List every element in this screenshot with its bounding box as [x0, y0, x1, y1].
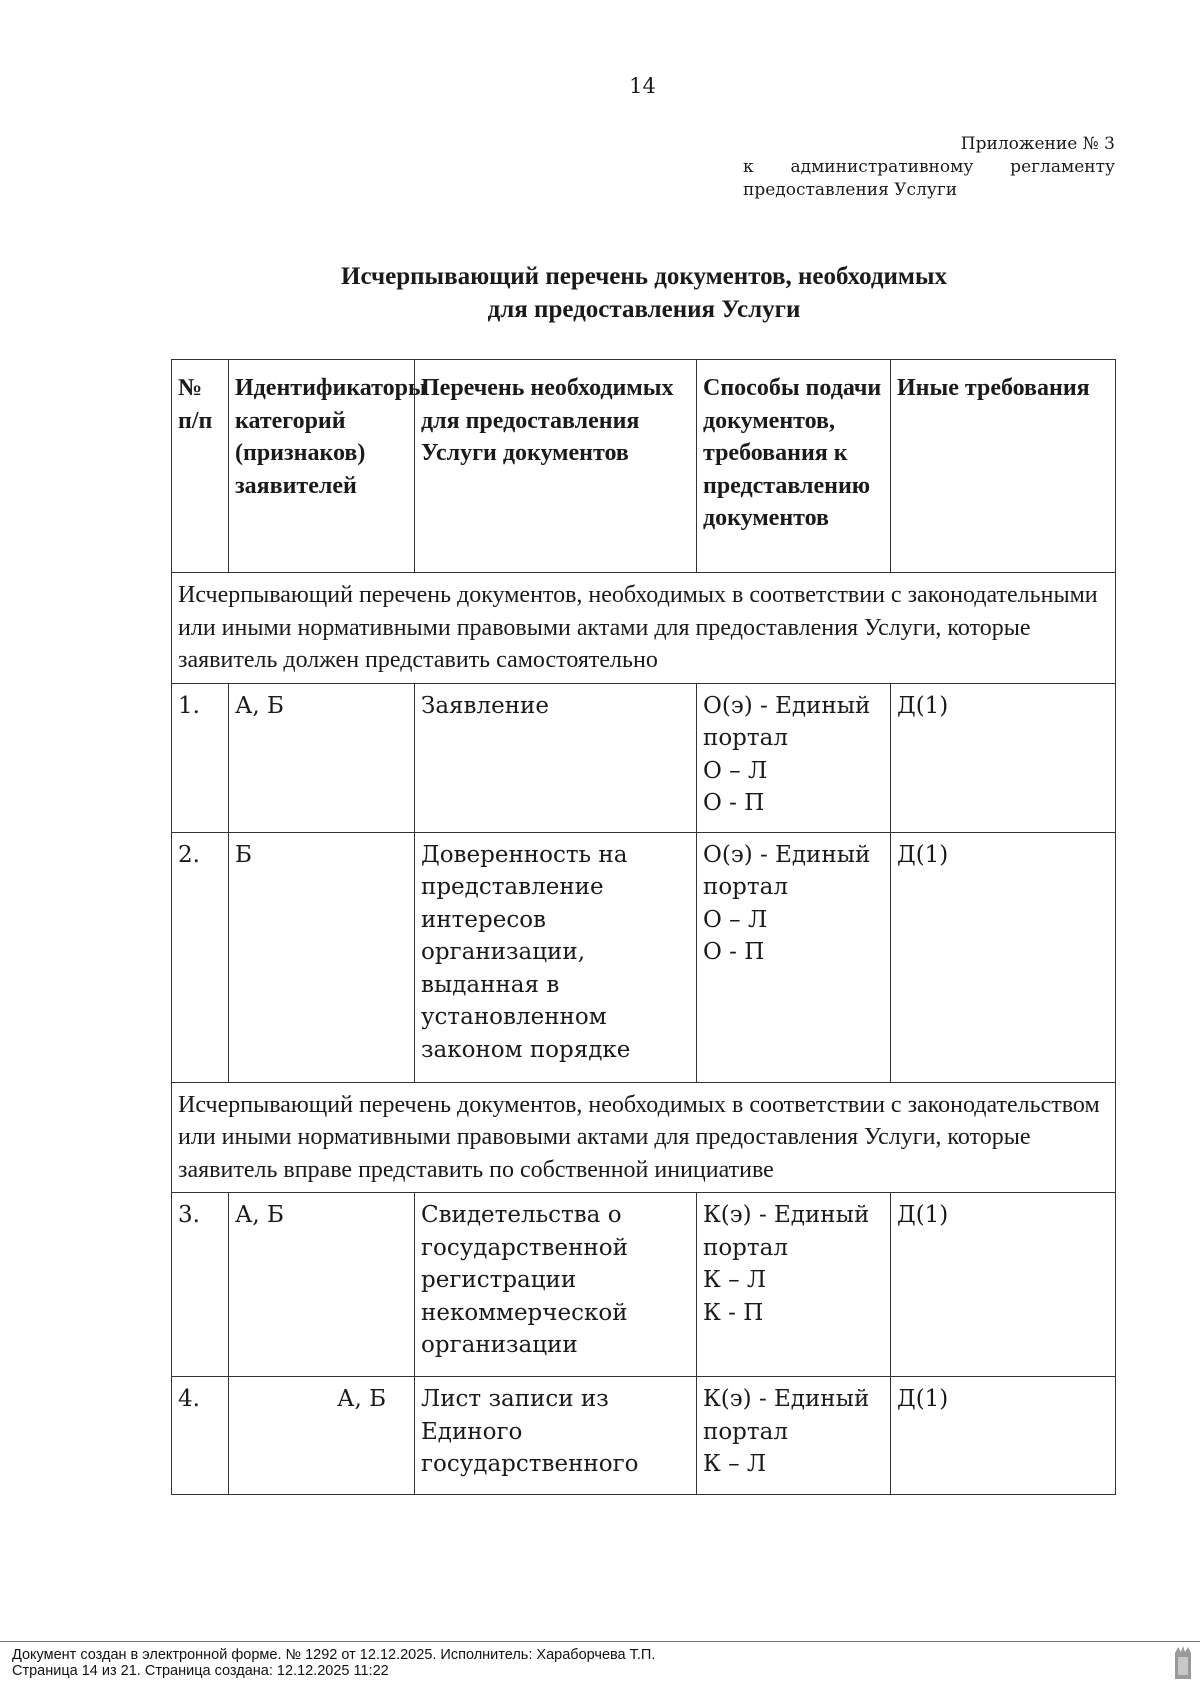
footer-divider [0, 1641, 1200, 1642]
appendix-number: Приложение № 3 [960, 134, 1115, 154]
submission-method: К(э) - Единый портал [703, 1386, 870, 1445]
row-document: Лист записи из Единого государственного [415, 1377, 697, 1495]
submission-method: О - П [703, 790, 765, 816]
row-number: 2. [172, 832, 229, 1082]
submission-method: К - П [703, 1299, 764, 1326]
submission-method: К – Л [703, 1267, 767, 1293]
submission-method: О – Л [703, 757, 768, 784]
table-row [172, 832, 1116, 1082]
appendix-block [743, 133, 1115, 202]
submission-method: О(э) - Единый портал [703, 692, 871, 751]
header-number: № п/п [172, 360, 229, 573]
header-categories: Идентификаторы категорий (признаков) заявителей [229, 360, 415, 573]
submission-method: К – Л [703, 1451, 767, 1477]
row-category: А, Б [229, 1377, 415, 1495]
row-number: 3. [172, 1193, 229, 1377]
row-submission-methods [697, 1193, 891, 1377]
section-heading: Исчерпывающий перечень документов, необходимых в соответствии с законодательством или иными нормативными правовыми актами для предоставления Услуги, которые заявитель вправе представить по собственной инициативе [172, 1082, 1116, 1193]
row-number: 4. [172, 1377, 229, 1495]
header-other-requirements: Иные требования [891, 360, 1116, 573]
submission-method: О – Л [703, 906, 768, 933]
row-number: 1. [172, 683, 229, 832]
coat-of-arms-icon [1172, 1643, 1194, 1683]
row-submission-methods [697, 832, 891, 1082]
row-category: А, Б [229, 1193, 415, 1377]
row-submission-methods [697, 683, 891, 832]
row-submission-methods [697, 1377, 891, 1495]
table-row [172, 1377, 1116, 1495]
submission-method: О(э) - Единый портал [703, 841, 871, 900]
table-header-row [172, 360, 1116, 573]
header-submission-methods: Способы подачи документов, требования к представлению документов [697, 360, 891, 573]
submission-method: К(э) - Единый портал [703, 1202, 870, 1261]
footer-document-info: Документ создан в электронной форме. № 1292 от 12.12.2025. Исполнитель: Хараборчева Т.П. [12, 1647, 656, 1663]
footer [12, 1647, 655, 1679]
appendix-reference: к административному регламенту [743, 157, 1115, 177]
appendix-service: предоставления Услуги [743, 180, 958, 200]
row-document: Свидетельства о государственной регистрации некоммерческой организации [415, 1193, 697, 1377]
table-row [172, 683, 1116, 832]
row-document: Заявление [415, 683, 697, 832]
document-title-line-2: для предоставления Услуги [487, 296, 801, 323]
document-title [172, 260, 1116, 326]
document-title-line-1: Исчерпывающий перечень документов, необходимых [341, 263, 947, 290]
row-category: Б [229, 832, 415, 1082]
section-row [172, 1082, 1116, 1193]
row-other-requirements: Д(1) [891, 1377, 1116, 1495]
section-heading: Исчерпывающий перечень документов, необходимых в соответствии с законодательными или иными нормативными правовыми актами для предоставления Услуги, которые заявитель должен представить самостоятельно [172, 573, 1116, 684]
submission-method: О - П [703, 939, 765, 965]
footer-page-info: Страница 14 из 21. Страница создана: 12.12.2025 11:22 [12, 1663, 389, 1679]
documents-table [171, 359, 1116, 1495]
table-row [172, 1193, 1116, 1377]
section-row [172, 573, 1116, 684]
row-other-requirements: Д(1) [891, 683, 1116, 832]
row-document: Доверенность на представление интересов организации, выданная в установленном законом порядке [415, 832, 697, 1082]
row-other-requirements: Д(1) [891, 832, 1116, 1082]
header-documents: Перечень необходимых для предоставления Услуги документов [415, 360, 697, 573]
row-other-requirements: Д(1) [891, 1193, 1116, 1377]
row-category: А, Б [229, 683, 415, 832]
page-number: 14 [629, 74, 656, 98]
